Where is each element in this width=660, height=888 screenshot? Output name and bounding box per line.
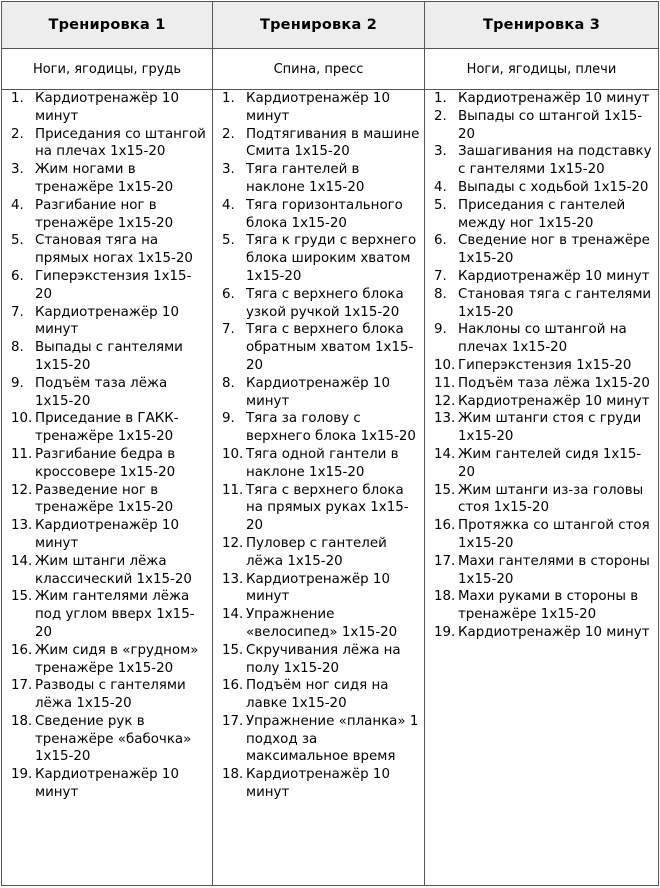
exercise-item <box>2 553 208 589</box>
exercise-number: 1. <box>222 91 235 106</box>
exercise-row <box>2 90 659 886</box>
exercise-text: Жим ногами в тренажёре 1х15-20 <box>35 162 174 195</box>
exercise-number: 8. <box>434 286 447 302</box>
exercise-number: 1. <box>11 91 24 106</box>
exercise-text: Наклоны со штангой на плечах 1х15-20 <box>458 322 627 356</box>
focus-row <box>2 49 659 90</box>
exercise-number: 12. <box>434 393 456 409</box>
exercise-item <box>213 766 420 802</box>
workout-table <box>1 1 659 886</box>
exercise-number: 16. <box>222 678 244 694</box>
exercise-number: 13. <box>434 411 456 427</box>
exercise-item <box>425 232 654 268</box>
exercise-number: 9. <box>11 375 24 391</box>
exercise-item <box>425 179 654 197</box>
exercise-item <box>2 126 208 162</box>
exercise-number: 7. <box>222 322 235 338</box>
exercise-item <box>425 90 654 108</box>
exercise-item <box>425 375 654 393</box>
exercise-number: 5. <box>222 233 235 249</box>
exercise-item <box>2 642 208 678</box>
exercise-text: Кардиотренажёр 10 минут <box>35 767 179 801</box>
exercise-item <box>425 197 654 233</box>
exercise-text: Жим гантелями лёжа под углом вверх 1х15-20 <box>35 589 195 640</box>
exercise-number: 3. <box>11 162 24 178</box>
workout-2-exercise-list <box>213 90 424 802</box>
exercise-number: 10. <box>434 357 456 373</box>
exercise-item <box>425 553 654 589</box>
exercise-number: 13. <box>11 518 33 534</box>
exercise-number: 3. <box>222 162 235 178</box>
exercise-item <box>213 90 420 126</box>
exercise-text: Тяга с верхнего блока обратным хватом 1х15-20 <box>246 322 414 373</box>
exercise-text: Тяга гантелей в наклоне 1х15-20 <box>246 162 365 195</box>
exercise-number: 4. <box>11 197 24 213</box>
workout-3-exercises-cell <box>425 90 659 886</box>
exercise-item <box>2 588 208 641</box>
workout-2-title: Тренировка 2 <box>213 2 425 49</box>
exercise-number: 1. <box>434 91 447 106</box>
exercise-number: 19. <box>434 624 456 640</box>
exercise-item <box>213 197 420 233</box>
exercise-number: 15. <box>11 589 33 605</box>
exercise-number: 10. <box>222 446 244 462</box>
exercise-item <box>2 482 208 518</box>
exercise-number: 8. <box>11 340 24 356</box>
exercise-item <box>2 410 208 446</box>
exercise-item <box>213 571 420 607</box>
exercise-text: Кардиотренажёр 10 минут <box>35 518 179 551</box>
exercise-number: 17. <box>434 553 456 569</box>
exercise-number: 8. <box>222 375 235 391</box>
exercise-text: Протяжка со штангой стоя 1х15-20 <box>458 518 650 551</box>
exercise-item <box>425 286 654 322</box>
exercise-item <box>2 232 208 268</box>
exercise-text: Тяга горизонтального блока 1х15-20 <box>246 197 403 231</box>
workout-3-exercise-list <box>425 90 658 642</box>
exercise-text: Кардиотренажёр 10 минут <box>35 304 179 338</box>
exercise-item <box>2 677 208 713</box>
exercise-number: 13. <box>222 571 244 587</box>
exercise-number: 14. <box>434 446 456 462</box>
exercise-number: 12. <box>222 535 244 551</box>
exercise-text: Сведение рук в тренажёре «бабочка» 1х15-20 <box>35 713 192 765</box>
exercise-item <box>2 90 208 126</box>
exercise-item <box>213 606 420 642</box>
exercise-item <box>2 713 208 766</box>
exercise-number: 7. <box>11 304 24 320</box>
exercise-number: 12. <box>11 482 33 498</box>
exercise-item <box>213 677 420 713</box>
workout-2-focus: Спина, пресс <box>213 49 425 90</box>
exercise-text: Жим штанги лёжа классический 1х15-20 <box>35 553 192 587</box>
exercise-text: Выпады с гантелями 1х15-20 <box>35 340 183 373</box>
exercise-item <box>425 268 654 286</box>
exercise-item <box>213 446 420 482</box>
workout-1-exercise-list <box>2 90 212 802</box>
exercise-text: Скручивания лёжа на полу 1х15-20 <box>246 642 401 676</box>
exercise-text: Сведение ног в тренажёре 1х15-20 <box>458 233 650 267</box>
exercise-item <box>213 161 420 197</box>
exercise-text: Тяга с верхнего блока узкой ручкой 1х15-20 <box>246 286 404 320</box>
exercise-item <box>2 161 208 197</box>
exercise-text: Подъём таза лёжа 1х15-20 <box>35 375 168 409</box>
exercise-text: Становая тяга на прямых ногах 1х15-20 <box>35 233 193 267</box>
exercise-item <box>213 410 420 446</box>
workout-2-exercises-cell <box>213 90 425 886</box>
exercise-item <box>2 197 208 233</box>
exercise-item <box>425 410 654 446</box>
exercise-item <box>213 321 420 374</box>
exercise-item <box>213 126 420 162</box>
exercise-item <box>425 357 654 375</box>
exercise-text: Кардиотренажёр 10 минут <box>458 268 650 284</box>
exercise-item <box>2 339 208 375</box>
exercise-item <box>425 624 654 642</box>
exercise-text: Кардиотренажёр 10 минут <box>458 91 650 106</box>
exercise-text: Приседание в ГАКК-тренажёре 1х15-20 <box>35 411 179 445</box>
exercise-text: Зашагивания на подставку с гантелями 1х15-20 <box>458 144 652 178</box>
exercise-item <box>2 446 208 482</box>
workout-3-title: Тренировка 3 <box>425 2 659 49</box>
exercise-text: Жим штанги из-за головы стоя 1х15-20 <box>458 482 644 516</box>
exercise-text: Тяга к груди с верхнего блока широким хватом 1х15-20 <box>246 233 417 284</box>
exercise-text: Разводы с гантелями лёжа 1х15-20 <box>35 678 186 712</box>
exercise-text: Подтягивания в машине Смита 1х15-20 <box>246 126 420 160</box>
exercise-item <box>425 588 654 624</box>
exercise-number: 14. <box>222 607 244 623</box>
exercise-number: 4. <box>434 179 447 195</box>
exercise-item <box>2 375 208 411</box>
exercise-text: Приседания со штангой на плечах 1х15-20 <box>35 126 206 160</box>
exercise-number: 2. <box>222 126 235 142</box>
exercise-number: 17. <box>222 713 244 729</box>
exercise-text: Упражнение «велосипед» 1х15-20 <box>246 607 398 640</box>
exercise-item <box>425 321 654 357</box>
exercise-number: 17. <box>11 678 33 694</box>
exercise-text: Разведение ног в тренажёре 1х15-20 <box>35 482 174 516</box>
exercise-item <box>425 393 654 411</box>
exercise-item <box>2 517 208 553</box>
exercise-number: 5. <box>434 197 447 213</box>
exercise-text: Упражнение «планка» 1 подход за максимальное время <box>246 713 419 765</box>
exercise-text: Гиперэкстензия 1х15-20 <box>35 268 192 302</box>
exercise-text: Становая тяга с гантелями 1х15-20 <box>458 286 652 320</box>
exercise-number: 11. <box>434 375 456 391</box>
exercise-number: 6. <box>222 286 235 302</box>
exercise-text: Подъём таза лёжа 1х15-20 <box>458 375 650 391</box>
exercise-item <box>213 535 420 571</box>
exercise-text: Жим гантелей сидя 1х15-20 <box>458 446 642 480</box>
exercise-text: Кардиотренажёр 10 минут <box>35 91 179 124</box>
exercise-text: Махи гантелями в стороны 1х15-20 <box>458 553 650 587</box>
exercise-item <box>2 268 208 304</box>
exercise-text: Подъём ног сидя на лавке 1х15-20 <box>246 678 389 712</box>
exercise-number: 10. <box>11 411 33 427</box>
exercise-item <box>425 446 654 482</box>
exercise-item <box>2 304 208 340</box>
exercise-number: 7. <box>434 268 447 284</box>
exercise-text: Приседания с гантелей между ног 1х15-20 <box>458 197 626 231</box>
exercise-text: Махи руками в стороны в тренажёре 1х15-20 <box>458 589 639 623</box>
exercise-text: Пуловер с гантелей лёжа 1х15-20 <box>246 535 387 569</box>
exercise-text: Разгибание ног в тренажёре 1х15-20 <box>35 197 174 231</box>
exercise-item <box>213 232 420 285</box>
exercise-item <box>213 642 420 678</box>
exercise-text: Разгибание бедра в кроссовере 1х15-20 <box>35 446 176 480</box>
exercise-number: 11. <box>11 446 33 462</box>
exercise-text: Тяга за голову с верхнего блока 1х15-20 <box>246 411 416 445</box>
exercise-text: Жим штанги стоя с груди 1х15-20 <box>458 411 642 445</box>
exercise-number: 5. <box>11 233 24 249</box>
exercise-number: 16. <box>11 642 33 658</box>
exercise-number: 2. <box>434 108 447 124</box>
workout-1-exercises-cell <box>2 90 213 886</box>
workout-1-focus: Ноги, ягодицы, грудь <box>2 49 213 90</box>
exercise-number: 18. <box>434 589 456 605</box>
exercise-item <box>213 482 420 535</box>
exercise-number: 15. <box>222 642 244 658</box>
exercise-text: Кардиотренажёр 10 минут <box>246 91 390 124</box>
exercise-text: Гиперэкстензия 1х15-20 <box>458 357 632 373</box>
exercise-number: 4. <box>222 197 235 213</box>
exercise-text: Жим сидя в «грудном» тренажёре 1х15-20 <box>35 642 199 676</box>
exercise-item <box>213 375 420 411</box>
exercise-number: 18. <box>222 767 244 783</box>
exercise-number: 18. <box>11 713 33 729</box>
exercise-text: Кардиотренажёр 10 минут <box>246 571 390 605</box>
exercise-number: 15. <box>434 482 456 498</box>
exercise-text: Тяга одной гантели в наклоне 1х15-20 <box>246 446 399 480</box>
exercise-number: 9. <box>222 411 235 427</box>
exercise-number: 14. <box>11 553 33 569</box>
exercise-text: Выпады со штангой 1х15-20 <box>458 108 643 142</box>
exercise-number: 6. <box>11 268 24 284</box>
exercise-number: 19. <box>11 767 33 783</box>
exercise-number: 9. <box>434 322 447 338</box>
exercise-item <box>425 517 654 553</box>
workout-3-focus: Ноги, ягодицы, плечи <box>425 49 659 90</box>
exercise-number: 11. <box>222 482 244 498</box>
exercise-item <box>425 143 654 179</box>
exercise-text: Кардиотренажёр 10 минут <box>246 767 390 801</box>
exercise-item <box>425 482 654 518</box>
exercise-number: 2. <box>11 126 24 142</box>
exercise-item <box>213 286 420 322</box>
exercise-text: Выпады с ходьбой 1х15-20 <box>458 179 649 195</box>
exercise-item <box>213 713 420 766</box>
exercise-item <box>425 108 654 144</box>
header-row <box>2 2 659 49</box>
exercise-item <box>2 766 208 802</box>
exercise-number: 16. <box>434 518 456 534</box>
exercise-text: Кардиотренажёр 10 минут <box>458 624 650 640</box>
workout-1-title: Тренировка 1 <box>2 2 213 49</box>
exercise-text: Кардиотренажёр 10 минут <box>246 375 390 409</box>
exercise-number: 3. <box>434 144 447 160</box>
exercise-text: Кардиотренажёр 10 минут <box>458 393 650 409</box>
exercise-number: 6. <box>434 233 447 249</box>
exercise-text: Тяга с верхнего блока на прямых руках 1х15-20 <box>246 482 409 534</box>
